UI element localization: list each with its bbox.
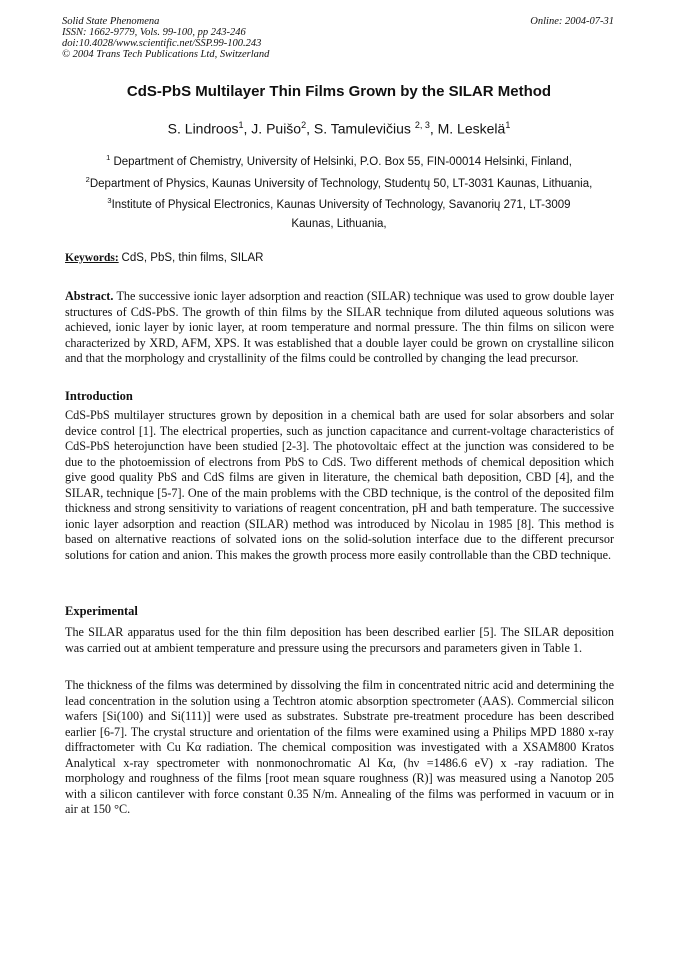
affiliation-mark: 1 [106,153,111,162]
affiliation [0,153,678,168]
affiliation-text: Department of Physics, Kaunas University of Technology, Studentų 50, LT-3031 Kaunas, Lithuania, [89,177,593,190]
experimental-paragraph: The thickness of the films was determined by dissolving the film in concentrated nitric acid and determining the lead concentration in the solution using a Techtron atomic absorption spectrometer (AAS). Commercial silicon wafers [Si(100) and Si(111)] were used as substrates. Substrate pre-treatment procedure has been described earlier [6-7]. The crystal structure and orientation of the films were examined using a Philips MPD 1880 x-ray diffractometer with Cu Kα radiation. The chemical composition was investigated with a XSAM800 Kratos Analytical x-ray spectrometer with nonmonochromatic Al Kα, (hν =1486.6 eV) x -ray radiation. The morphology and roughness of the films [root mean square roughness (R)] was measured using a Nanotop 205 with a silicon cantilever with force constant 0.35 N/m. Annealing of the films was performed in vacuum or in air at 150 °C. [65,678,614,816]
affiliation-text: Department of Chemistry, University of Helsinki, P.O. Box 55, FIN-00014 Helsinki, Finland, [113,155,572,168]
author-affiliation-mark: 2, 3 [414,120,430,130]
affiliation-text: Kaunas, Lithuania, [291,218,387,230]
author-name: J. Puišo [251,120,302,137]
author-name: S. Tamulevičius [313,120,411,137]
keywords-line [65,252,263,264]
online-date: Online: 2004-07-31 [530,16,614,27]
publication-info [62,16,462,60]
author-list: S. Lindroos$^1$, J. Puišo$^2$, S. Tamulevičius $^{2, 3}$, M. Leskelä$^1$ [167,120,511,137]
abstract-text: The successive ionic layer adsorption and reaction (SILAR) technique was used to grow double layer structures of CdS-PbS. The growth of thin films by the SILAR technique from diluted aqueous solutions was achieved, ionic layer by ionic layer, at room temperature and normal pressure. The thin films on silicon were characterized by XRD, AFM, XPS. It was established that a double layer could be grown on crystalline silicon and that the morphology and crystallinity of the films could be controlled by changing the lead precursor. [65,289,614,365]
section-heading-introduction: Introduction [65,389,133,403]
abstract [65,289,614,367]
author-name: M. Leskelä [437,120,506,137]
keywords-text: CdS, PbS, thin films, SILAR [121,252,264,264]
issn-line: ISSN: 1662-9779, Vols. 99-100, pp 243-246 [62,27,246,38]
affiliation [0,175,678,190]
introduction-text: CdS-PbS multilayer structures grown by deposition in a chemical bath are used for solar absorbers and solar device control [1]. The electrical properties, such as junction capacitance and current-voltage characteristics of CdS-PbS heterojunction have been studied [2-3]. The photovoltaic effect at the junction was considered to be due to the photoemission of electrons from PbS to CdS. Two different methods of chemical deposition which give good quality PbS and CdS films are given in literature, the chemical bath deposition, CBD [4], and the SILAR, technique [5-7]. One of the main problems with the CBD technique, is the control of the deposited film thickness and strong sensitivity to variations of reagent concentration, pH and bath temperature. The successive ionic layer adsorption and reaction (SILAR) method was introduced by Nicolau in 1985 [8]. This method is based on alternative reactions of solvated ions on the solid-solution interface due to the different precursor solutions for cation and anion. This makes the growth process more easily controllable than the CBD technique. [65,408,614,562]
copyright-line: © 2004 Trans Tech Publications Ltd, Switzerland [62,49,270,60]
experimental-paragraph: The SILAR apparatus used for the thin film deposition has been described earlier [5]. The SILAR deposition was carried out at ambient temperature and pressure using the precursors and parameters given in Table 1. [65,625,614,655]
author-affiliation-mark: 1 [238,120,244,130]
abstract-label: Abstract. [65,289,114,303]
author-affiliation-mark: 1 [505,120,511,130]
affiliation [0,218,678,230]
doi-line: doi:10.4028/www.scientific.net/SSP.99-100.243 [62,38,262,49]
affiliation-mark: 3 [107,196,112,205]
affiliation [0,196,678,211]
affiliation-text: Institute of Physical Electronics, Kaunas University of Technology, Savanorių 271, LT-3009 [111,198,571,211]
paper-title: CdS-PbS Multilayer Thin Films Grown by the SILAR Method [126,83,552,100]
affiliation-mark: 2 [85,175,90,184]
keywords-label: Keywords: [65,252,119,264]
section-heading-experimental: Experimental [65,604,138,618]
author-affiliation-mark: 2 [301,120,307,130]
author-name: S. Lindroos [167,120,239,137]
journal-name: Solid State Phenomena [62,16,160,27]
